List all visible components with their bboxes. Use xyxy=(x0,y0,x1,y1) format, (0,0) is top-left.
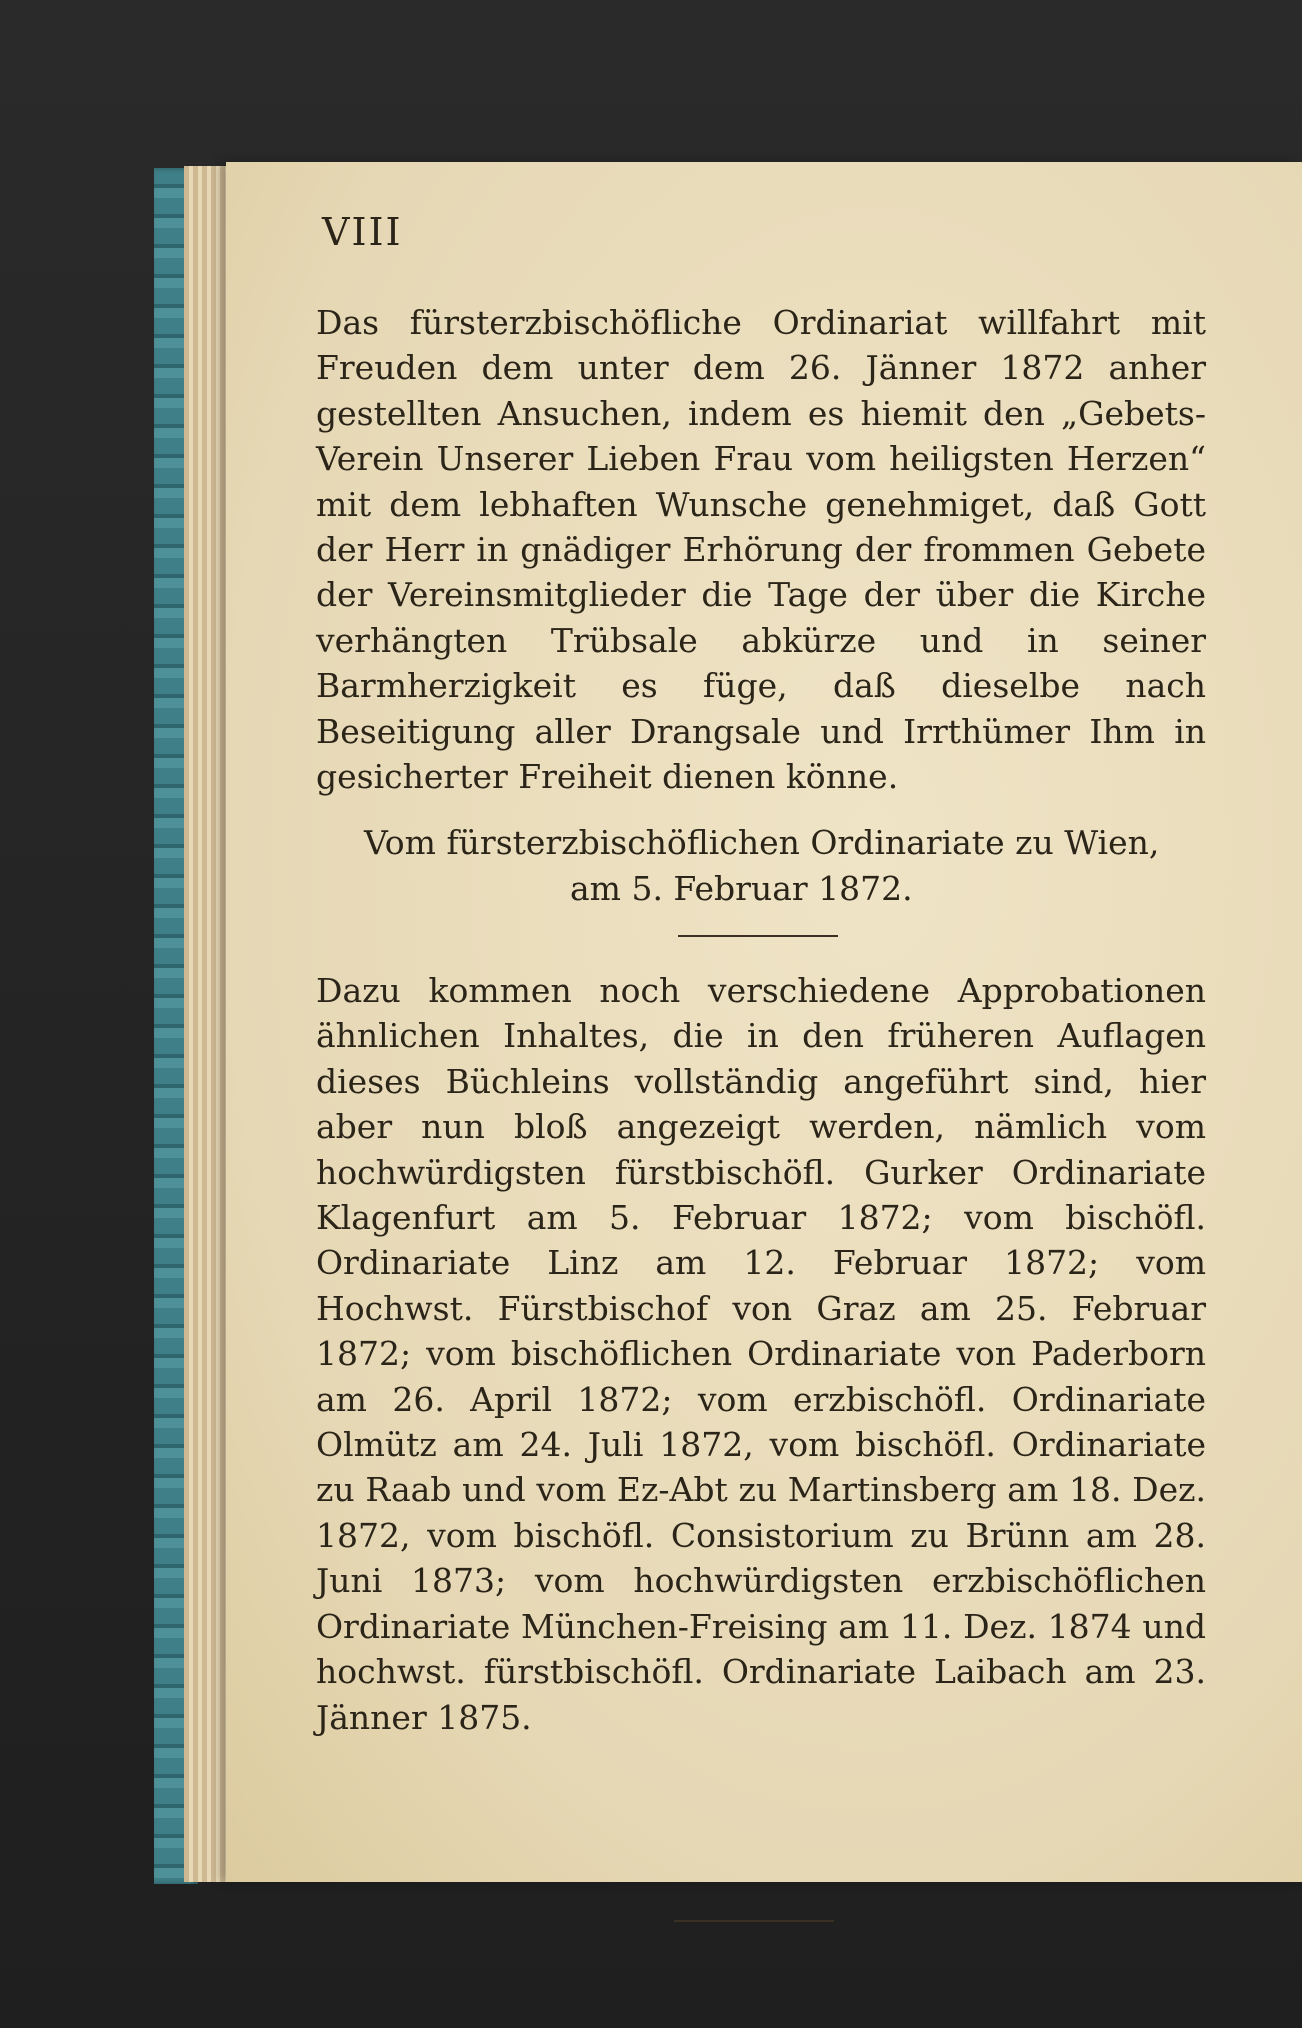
paragraph-approval-text: Das fürsterzbischöfliche Ordinariat willfahrt mit Freuden dem unter dem 26. Jänner 1872 anher gestellten Ansuchen, indem es hiemit den „Gebets-Verein Unserer Lieben Frau vom heiligsten Herzen“ mit dem lebhaften Wunsche genehmiget, daß Gott der Herr in gnädiger Erhörung der frommen Gebete der Vereinsmitglieder die Tage der über die Kirche verhängten Trübsale abkürze und in seiner Barmherzigkeit es füge, daß dieselbe nach Beseitigung aller Drangsale und Irrthümer Ihm in gesicherter Freiheit dienen könne. xyxy=(316,303,1206,797)
page-number: VIII xyxy=(322,210,403,254)
paragraph-further-approvals-text: Dazu kommen noch verschiedene Approbationen ähnlichen Inhaltes, die in den früheren Auflagen dieses Büchleins vollständig angeführt sind, hier aber nun bloß angezeigt werden, nämlich vom hochwürdigsten fürstbischöfl. Gurker Ordinariate Klagenfurt am 5. Februar 1872; vom bischöfl. Ordinariate Linz am 12. Februar 1872; vom Hochwst. Fürstbischof von Graz am 25. Februar 1872; vom bischöflichen Ordinariate von Paderborn am 26. April 1872; vom erzbischöfl. Ordinariate Olmütz am 24. Juli 1872, vom bischöfl. Ordinariate zu Raab und vom Ez-Abt zu Martinsberg am 18. Dez. 1872, vom bischöfl. Consistorium zu Brünn am 28. Juni 1873; vom hochwürdigsten erzbischöflichen Ordinariate München-Freising am 11. Dez. 1874 und hochwst. fürstbischöfl. Ordinariate Laibach am 23. Jänner 1875. xyxy=(316,971,1206,1737)
signature-block xyxy=(316,820,1206,912)
paragraph-approval xyxy=(316,300,1206,799)
paragraph-further-approvals xyxy=(316,968,1206,1740)
end-divider xyxy=(674,1920,834,1922)
section-divider xyxy=(678,935,838,937)
signature-line-1: Vom fürsterzbischöflichen Ordinariate zu Wien, xyxy=(364,823,1160,862)
signature-line-2: am 5. Februar 1872. xyxy=(570,869,913,908)
